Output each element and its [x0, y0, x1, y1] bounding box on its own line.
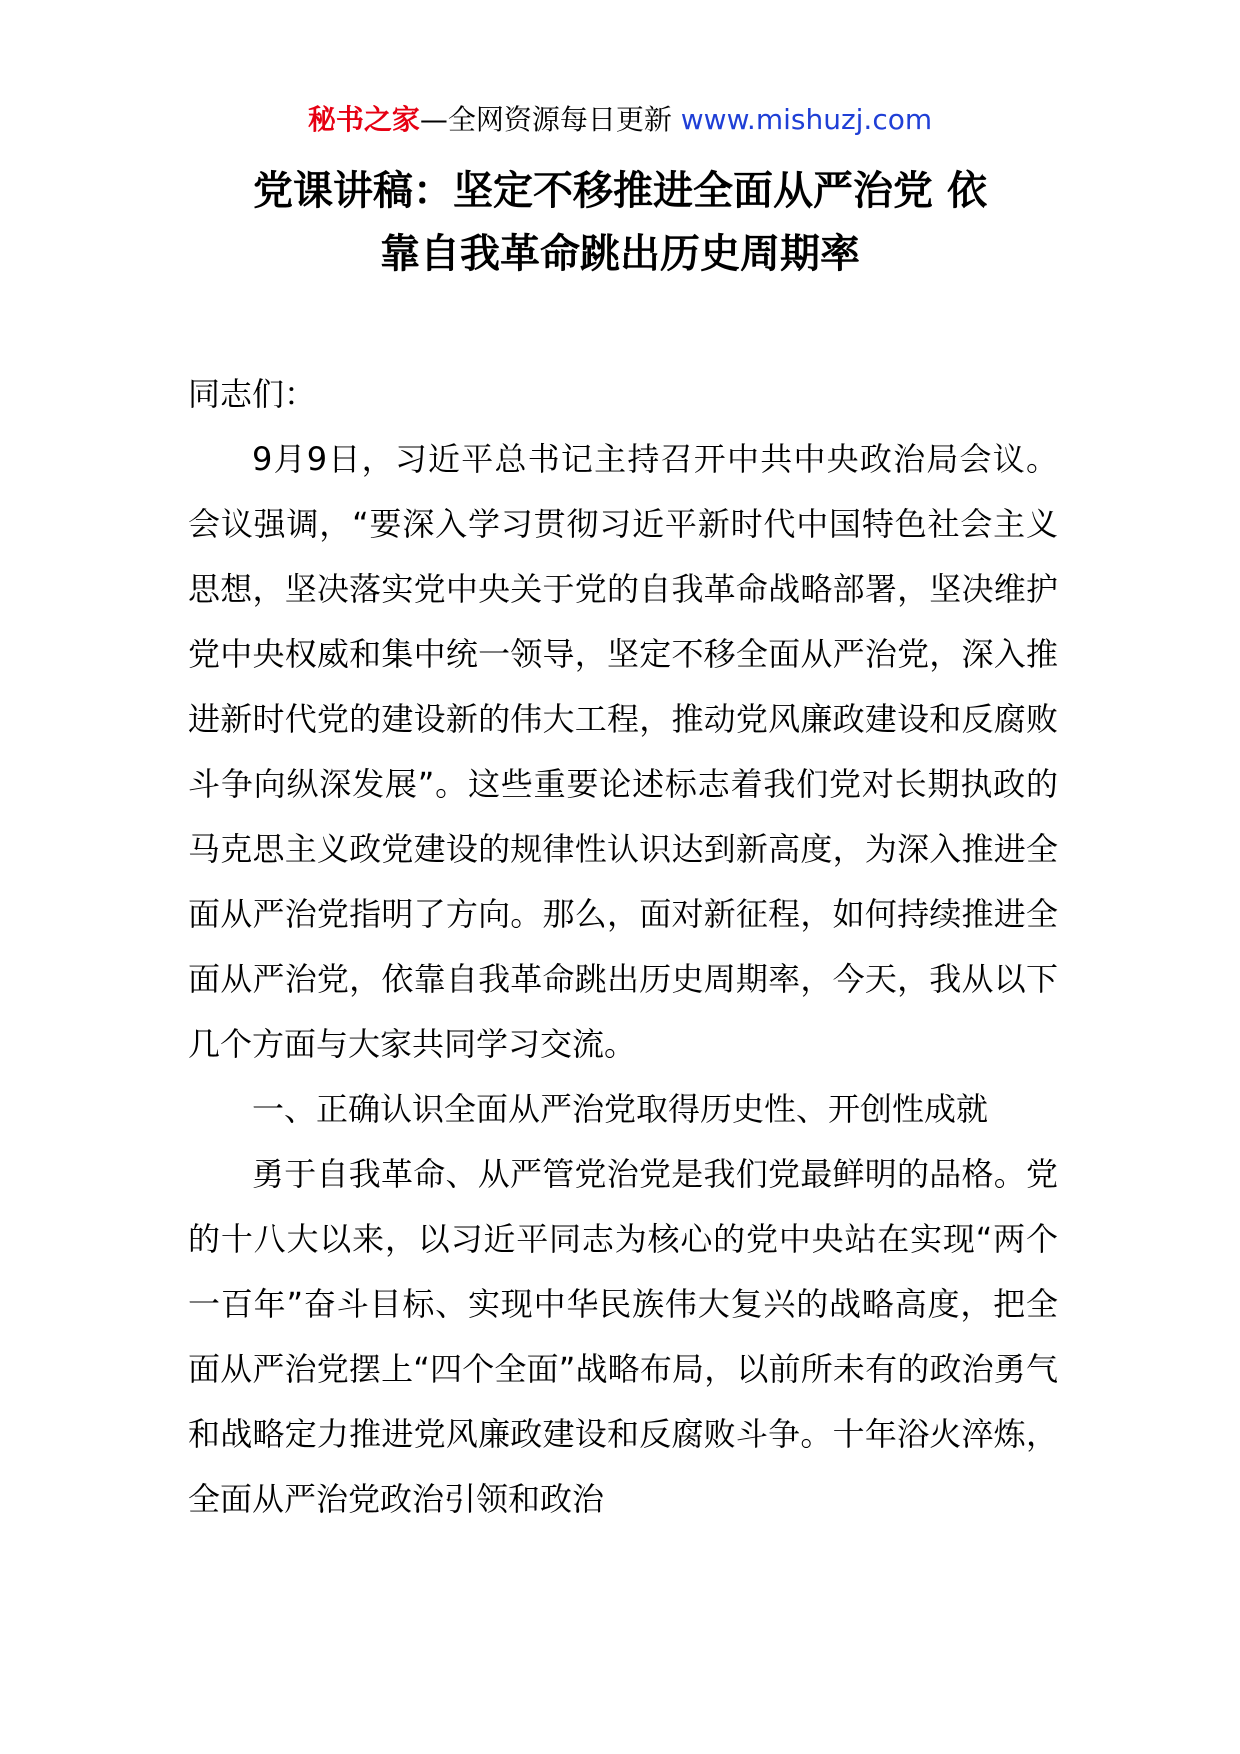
salutation: 同志们：: [188, 375, 317, 413]
title-line-1: 党课讲稿：坚定不移推进全面从严治党 依: [253, 168, 987, 214]
header-tagline: —全网资源每日更新: [419, 103, 681, 136]
site-header: [0, 100, 1240, 140]
site-url-link[interactable]: www.mishuzj.com: [680, 103, 933, 136]
document-body: [188, 362, 1058, 1532]
brand-name: 秘书之家: [307, 103, 420, 136]
paragraph-intro: 9月9日，习近平总书记主持召开中共中央政治局会议。会议强调，“要深入学习贯彻习近平新时代中国特色社会主义思想，坚决落实党中央关于党的自我革命战略部署，坚决维护党中央权威和集中统一领导，坚定不移全面从严治党，深入推进新时代党的建设新的伟大工程，推动党风廉政建设和反腐败斗争向纵深发展”。这些重要论述标志着我们党对长期执政的马克思主义政党建设的规律性认识达到新高度，为深入推进全面从严治党指明了方向。那么，面对新征程，如何持续推进全面从严治党，依靠自我革命跳出历史周期率，今天，我从以下几个方面与大家共同学习交流。: [188, 440, 1058, 1063]
section-heading-1: 一、正确认识全面从严治党取得历史性、开创性成就: [252, 1090, 989, 1128]
paragraph-section-1: 勇于自我革命、从严管党治党是我们党最鲜明的品格。党的十八大以来，以习近平同志为核心的党中央站在实现“两个一百年”奋斗目标、实现中华民族伟大复兴的战略高度，把全面从严治党摆上“四个全面”战略布局，以前所未有的政治勇气和战略定力推进党风廉政建设和反腐败斗争。十年浴火淬炼，全面从严治党政治引领和政治: [188, 1155, 1058, 1518]
document-title: [180, 160, 1060, 286]
title-line-2: 靠自我革命跳出历史周期率: [380, 231, 860, 277]
